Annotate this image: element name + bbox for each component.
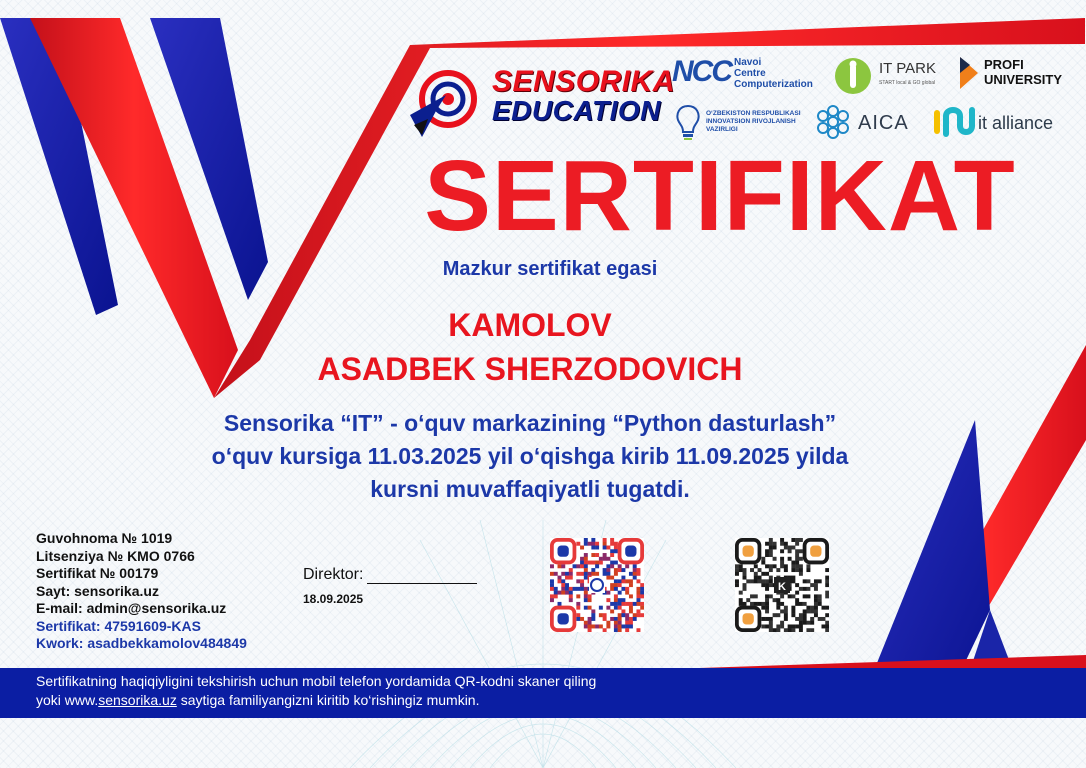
ministry-line2: INNOVATSION RIVOJLANISH [706,118,796,125]
ncc-line2: Centre [734,68,766,79]
director-signature [303,566,503,584]
course-text-line-1: Sensorika “IT” - o‘quv markazining “Python dasturlash” [223,410,837,436]
sensorika-education-logo [400,55,675,145]
ncc-text [734,57,813,90]
lightbulb-icon [674,104,702,142]
holder-given-names: ASADBEK SHERZODOVICH [317,351,743,387]
certificate-number: Sertifikat № 00179 [36,565,159,581]
license-litsenziya: Litsenziya № KMO 0766 [36,547,195,564]
footer-prefix: yoki www. [36,692,99,708]
profi-text [984,57,1062,87]
footer-website-instruction [36,692,479,708]
director-label: Direktor: [303,566,364,583]
profi-line1: PROFI [984,57,1024,72]
itpark-tagline: START local & GO global [879,80,936,86]
certificate-details [36,530,336,653]
ministry-text [706,110,801,134]
guilloche-pattern [350,520,736,768]
blue-bottom-band [0,714,1086,718]
brand-name-line2: EDUCATION [492,95,661,126]
kwork-id: Kwork: asadbekkamolov484849 [36,635,247,651]
profi-line2: UNIVERSITY [984,72,1063,87]
qr-code-icon [735,538,829,632]
website-line: Sayt: sensorika.uz [36,582,159,599]
signature-date: 18.09.2025 [303,592,364,606]
holder-surname: KAMOLOV [448,307,612,343]
course-text-line-3: kursni muvaffaqiyatli tugatdi. [370,476,690,502]
kwork-qr-code[interactable] [735,538,829,632]
svg-text:K: K [778,581,786,593]
brand-name-line1: SENSORIKA [492,65,675,98]
ncc-logo [672,55,832,97]
license-guvohnoma: Guvohnoma № 1019 [36,530,173,546]
it-alliance-icon [932,104,976,138]
ministry-line1: O‘ZBEKISTON RESPUBLIKASI [706,110,801,117]
aica-flower-icon [814,104,852,140]
certificate-code: Sertifikat: 47591609-KAS [36,617,201,634]
itpark-name: IT PARK [879,60,936,77]
itpark-logo [833,56,948,96]
holder-intro: Mazkur sertifikat egasi [442,258,658,280]
verification-qr-code[interactable] [550,538,644,632]
ncc-line3: Computerization [734,79,813,90]
profi-university-logo [958,57,1078,97]
aica-logo [814,104,924,140]
footer-instruction: Sertifikatning haqiqiyligini tekshirish uchun mobil telefon yordamida QR-kodni skaner qiling [36,673,597,689]
ncc-line1: Navoi [734,57,762,68]
certificate-title: SERTIFIKAT [424,140,1016,252]
verification-footer [0,668,1086,714]
signature-line [367,583,477,584]
ncc-mark: NCC [672,55,731,88]
email-line: E-mail: admin@sensorika.uz [36,600,227,616]
aica-name: AICA [858,112,909,134]
footer-suffix: saytiga familiyangizni kiritib ko‘rishingiz mumkin. [176,692,480,708]
sensorika-emblem-icon [400,55,490,145]
it-alliance-logo [932,104,1082,140]
itpark-icon [833,56,873,96]
profi-icon [958,57,980,89]
course-text-line-2: o‘quv kursiga 11.03.2025 yil o‘qishga kirib 11.09.2025 yilda [211,443,849,469]
it-alliance-name: it alliance [978,113,1054,133]
footer-website-link[interactable]: sensorika.uz [98,692,177,708]
ministry-line3: VAZIRLIGI [706,126,738,133]
qr-code-icon [550,538,644,632]
